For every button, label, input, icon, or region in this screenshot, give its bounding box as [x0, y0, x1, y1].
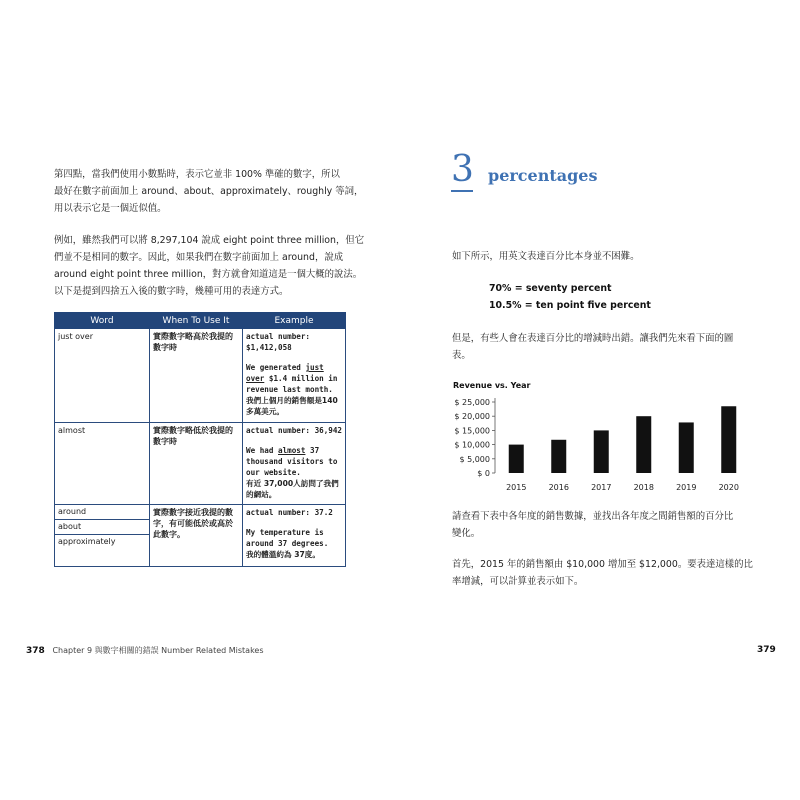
actual-number: actual number: $1,412,058 [246, 332, 311, 352]
example-translation: 有近 37,000人訪問了我們的網站。 [246, 479, 339, 499]
table-row [55, 505, 346, 567]
left-footer [26, 645, 264, 656]
example-sentence: We generated just over $1.4 million in revenue last month. [246, 363, 338, 394]
running-header: Chapter 9 與數字相關的錯誤 Number Related Mistakes [52, 646, 264, 655]
revenue-bar-chart [452, 378, 752, 498]
section-underline [451, 190, 473, 192]
section-number: 3 [451, 149, 474, 190]
paragraph-mistakes: 但是，有些人會在表達百分比的增減時出錯。讓我們先來看下面的圖 表。 [452, 333, 734, 361]
paragraph-intro: 如下所示，用英文表達百分比本身並不困難。 [452, 251, 640, 262]
example-sentence: My temperature is around 37 degrees. [246, 528, 329, 548]
word-cell: around about approximately [55, 505, 150, 567]
header-when-to-use: When To Use It [150, 313, 243, 329]
actual-number: actual number: 36,942 [246, 426, 343, 435]
page-number-right: 379 [757, 645, 776, 655]
rounding-expressions-table [54, 312, 346, 567]
usage-cell: 實際數字略高於我提的數字時 [150, 329, 243, 423]
bar-2015 [509, 445, 524, 473]
x-tick-label: 2016 [548, 483, 569, 492]
section-title: percentages [488, 166, 598, 185]
example-cell [243, 423, 346, 505]
chart-bars [509, 406, 737, 473]
example-translation: 我的體溫約為 37度。 [246, 550, 320, 559]
paragraph-first-step: 首先，2015 年的銷售額由 $10,000 增加至 $12,000。要表達這樣的比 率增減，可以計算並表示如下。 [452, 559, 753, 587]
x-tick-label: 2018 [633, 483, 654, 492]
y-tick-label: $ 5,000 [459, 454, 490, 464]
chart-title: Revenue vs. Year [453, 381, 531, 390]
y-tick-label: $ 20,000 [454, 412, 490, 422]
x-tick-label: 2017 [591, 483, 612, 492]
y-tick-label: $ 15,000 [454, 426, 490, 436]
usage-cell: 實際數字略低於我提的數字時 [150, 423, 243, 505]
example-ten-point-five-percent: 10.5% = ten point five percent [489, 300, 651, 311]
table-header-row [55, 313, 346, 329]
x-tick-label: 2020 [718, 483, 739, 492]
example-cell [243, 505, 346, 567]
example-seventy-percent: 70% = seventy percent [489, 283, 612, 294]
right-footer [757, 645, 776, 655]
paragraph-instruction: 請查看下表中各年度的銷售數據，並找出各年度之間銷售額的百分比 變化。 [452, 511, 734, 539]
word-cell: just over [55, 329, 150, 423]
bar-2020 [721, 406, 736, 473]
bar-2017 [594, 430, 609, 473]
y-tick-label: $ 25,000 [454, 398, 490, 407]
table-row [55, 329, 346, 423]
header-word: Word [55, 313, 150, 329]
paragraph-decimal-note: 第四點，當我們使用小數點時，表示它並非 100% 準確的數字，所以 最好在數字前面加上 around、about、approximately、roughly 等詞， 用以表示它是一個近似值。 [54, 169, 364, 214]
actual-number: actual number: 37.2 [246, 508, 333, 517]
x-tick-label: 2019 [676, 483, 697, 492]
bar-2016 [551, 440, 566, 473]
word-cell: almost [55, 423, 150, 505]
example-sentence: We had almost 37 thousand visitors to our website. [246, 446, 338, 477]
header-example: Example [243, 313, 346, 329]
x-tick-label: 2015 [506, 483, 527, 492]
table-row [55, 423, 346, 505]
example-translation: 我們上個月的銷售額是140多萬美元。 [246, 396, 338, 416]
y-tick-label: $ 0 [477, 469, 490, 478]
page-number-left: 378 [26, 646, 45, 656]
example-cell [243, 329, 346, 423]
bar-2019 [679, 422, 694, 473]
bar-2018 [636, 416, 651, 473]
paragraph-example: 例如，雖然我們可以將 8,297,104 說成 eight point three million，但它 們並不是相同的數字。因此，如果我們在數字前面加上 around，說成 around eight point three million，對方就會知道這是一個大概的說法。 以下是提到四捨五入後的數字時，幾種可用的表達方式。 [54, 235, 365, 297]
usage-cell: 實際數字接近我提的數字，有可能低於或高於此數字。 [150, 505, 243, 567]
y-tick-label: $ 10,000 [454, 440, 490, 450]
